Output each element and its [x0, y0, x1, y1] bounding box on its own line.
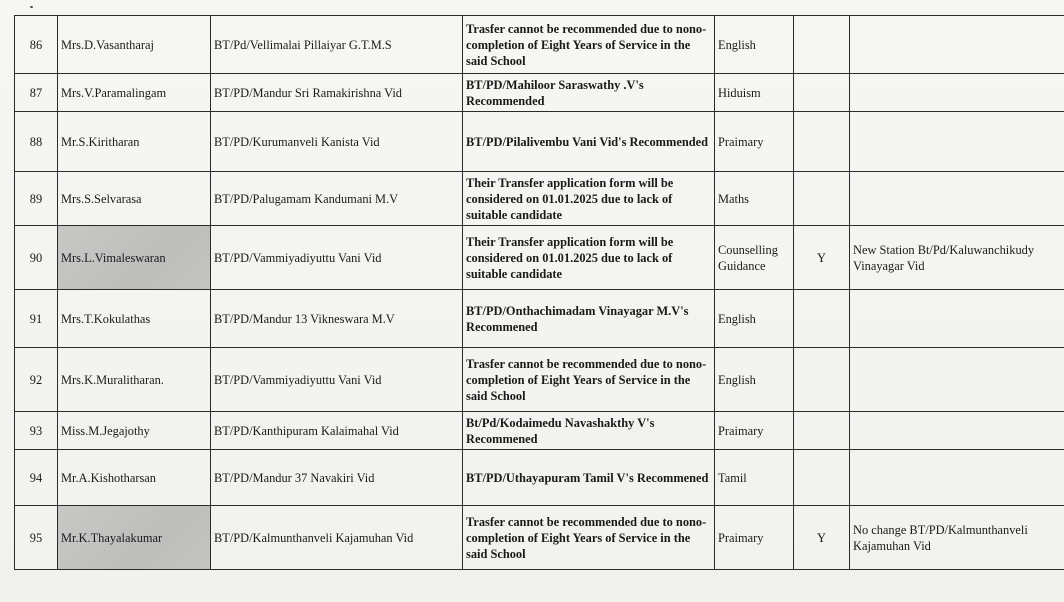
subject: Praimary: [715, 112, 794, 172]
recommendation-remark: Trasfer cannot be recommended due to nono-completion of Eight Years of Service in the said School: [463, 16, 715, 74]
current-school: BT/PD/Kurumanveli Kanista Vid: [211, 112, 463, 172]
transfer-table: [14, 15, 1064, 570]
table-row: [15, 172, 1064, 226]
recommendation-remark: BT/PD/Mahiloor Saraswathy .V's Recommended: [463, 74, 715, 112]
subject: English: [715, 290, 794, 348]
note: [850, 412, 1064, 450]
recommendation-remark: Their Transfer application form will be considered on 01.01.2025 due to lack of suitable candidate: [463, 172, 715, 226]
mark: [794, 412, 850, 450]
table-body: [15, 16, 1064, 570]
table-row: [15, 16, 1064, 74]
recommendation-remark: Trasfer cannot be recommended due to nono-completion of Eight Years of Service in the said School: [463, 506, 715, 570]
teacher-name: Mrs.T.Kokulathas: [58, 290, 211, 348]
teacher-name: Mr.K.Thayalakumar: [58, 506, 211, 570]
teacher-name: Mr.S.Kiritharan: [58, 112, 211, 172]
row-number: 90: [15, 226, 58, 290]
subject: English: [715, 16, 794, 74]
table-row: [15, 290, 1064, 348]
current-school: BT/PD/Vammiyadiyuttu Vani Vid: [211, 226, 463, 290]
current-school: BT/PD/Kanthipuram Kalaimahal Vid: [211, 412, 463, 450]
table-row: [15, 112, 1064, 172]
teacher-name: Mrs.V.Paramalingam: [58, 74, 211, 112]
teacher-name: Mrs.K.Muralitharan.: [58, 348, 211, 412]
subject: Hiduism: [715, 74, 794, 112]
teacher-name: Mrs.L.Vimaleswaran: [58, 226, 211, 290]
mark: [794, 450, 850, 506]
subject: Maths: [715, 172, 794, 226]
note: [850, 450, 1064, 506]
mark: [794, 172, 850, 226]
subject: English: [715, 348, 794, 412]
mark: Y: [794, 506, 850, 570]
row-number: 92: [15, 348, 58, 412]
row-number: 95: [15, 506, 58, 570]
row-number: 91: [15, 290, 58, 348]
teacher-name: Mr.A.Kishotharsan: [58, 450, 211, 506]
note: [850, 112, 1064, 172]
recommendation-remark: BT/PD/Uthayapuram Tamil V's Recommened: [463, 450, 715, 506]
row-number: 87: [15, 74, 58, 112]
recommendation-remark: Trasfer cannot be recommended due to nono-completion of Eight Years of Service in the said School: [463, 348, 715, 412]
current-school: BT/PD/Kalmunthanveli Kajamuhan Vid: [211, 506, 463, 570]
note: New Station Bt/Pd/Kaluwanchikudy Vinayagar Vid: [850, 226, 1064, 290]
table-row: [15, 348, 1064, 412]
recommendation-remark: Their Transfer application form will be considered on 01.01.2025 due to lack of suitable candidate: [463, 226, 715, 290]
table-row: [15, 226, 1064, 290]
current-school: BT/Pd/Vellimalai Pillaiyar G.T.M.S: [211, 16, 463, 74]
mark: [794, 348, 850, 412]
subject: Counselling Guidance: [715, 226, 794, 290]
scan-speck: [30, 6, 33, 8]
recommendation-remark: BT/PD/Pilalivembu Vani Vid's Recommended: [463, 112, 715, 172]
note: No change BT/PD/Kalmunthanveli Kajamuhan Vid: [850, 506, 1064, 570]
teacher-name: Mrs.D.Vasantharaj: [58, 16, 211, 74]
subject: Tamil: [715, 450, 794, 506]
note: [850, 16, 1064, 74]
table-row: [15, 412, 1064, 450]
teacher-name: Mrs.S.Selvarasa: [58, 172, 211, 226]
subject: Praimary: [715, 412, 794, 450]
recommendation-remark: BT/PD/Onthachimadam Vinayagar M.V's Recommened: [463, 290, 715, 348]
current-school: BT/PD/Mandur Sri Ramakirishna Vid: [211, 74, 463, 112]
table-row: [15, 74, 1064, 112]
row-number: 88: [15, 112, 58, 172]
row-number: 89: [15, 172, 58, 226]
table-row: [15, 450, 1064, 506]
note: [850, 290, 1064, 348]
teacher-name: Miss.M.Jegajothy: [58, 412, 211, 450]
note: [850, 348, 1064, 412]
subject: Praimary: [715, 506, 794, 570]
note: [850, 172, 1064, 226]
current-school: BT/PD/Mandur 13 Vikneswara M.V: [211, 290, 463, 348]
mark: Y: [794, 226, 850, 290]
current-school: BT/PD/Palugamam Kandumani M.V: [211, 172, 463, 226]
mark: [794, 290, 850, 348]
mark: [794, 74, 850, 112]
mark: [794, 16, 850, 74]
table-row: [15, 506, 1064, 570]
row-number: 94: [15, 450, 58, 506]
row-number: 93: [15, 412, 58, 450]
mark: [794, 112, 850, 172]
current-school: BT/PD/Vammiyadiyuttu Vani Vid: [211, 348, 463, 412]
note: [850, 74, 1064, 112]
current-school: BT/PD/Mandur 37 Navakiri Vid: [211, 450, 463, 506]
recommendation-remark: Bt/Pd/Kodaimedu Navashakthy V's Recommened: [463, 412, 715, 450]
row-number: 86: [15, 16, 58, 74]
